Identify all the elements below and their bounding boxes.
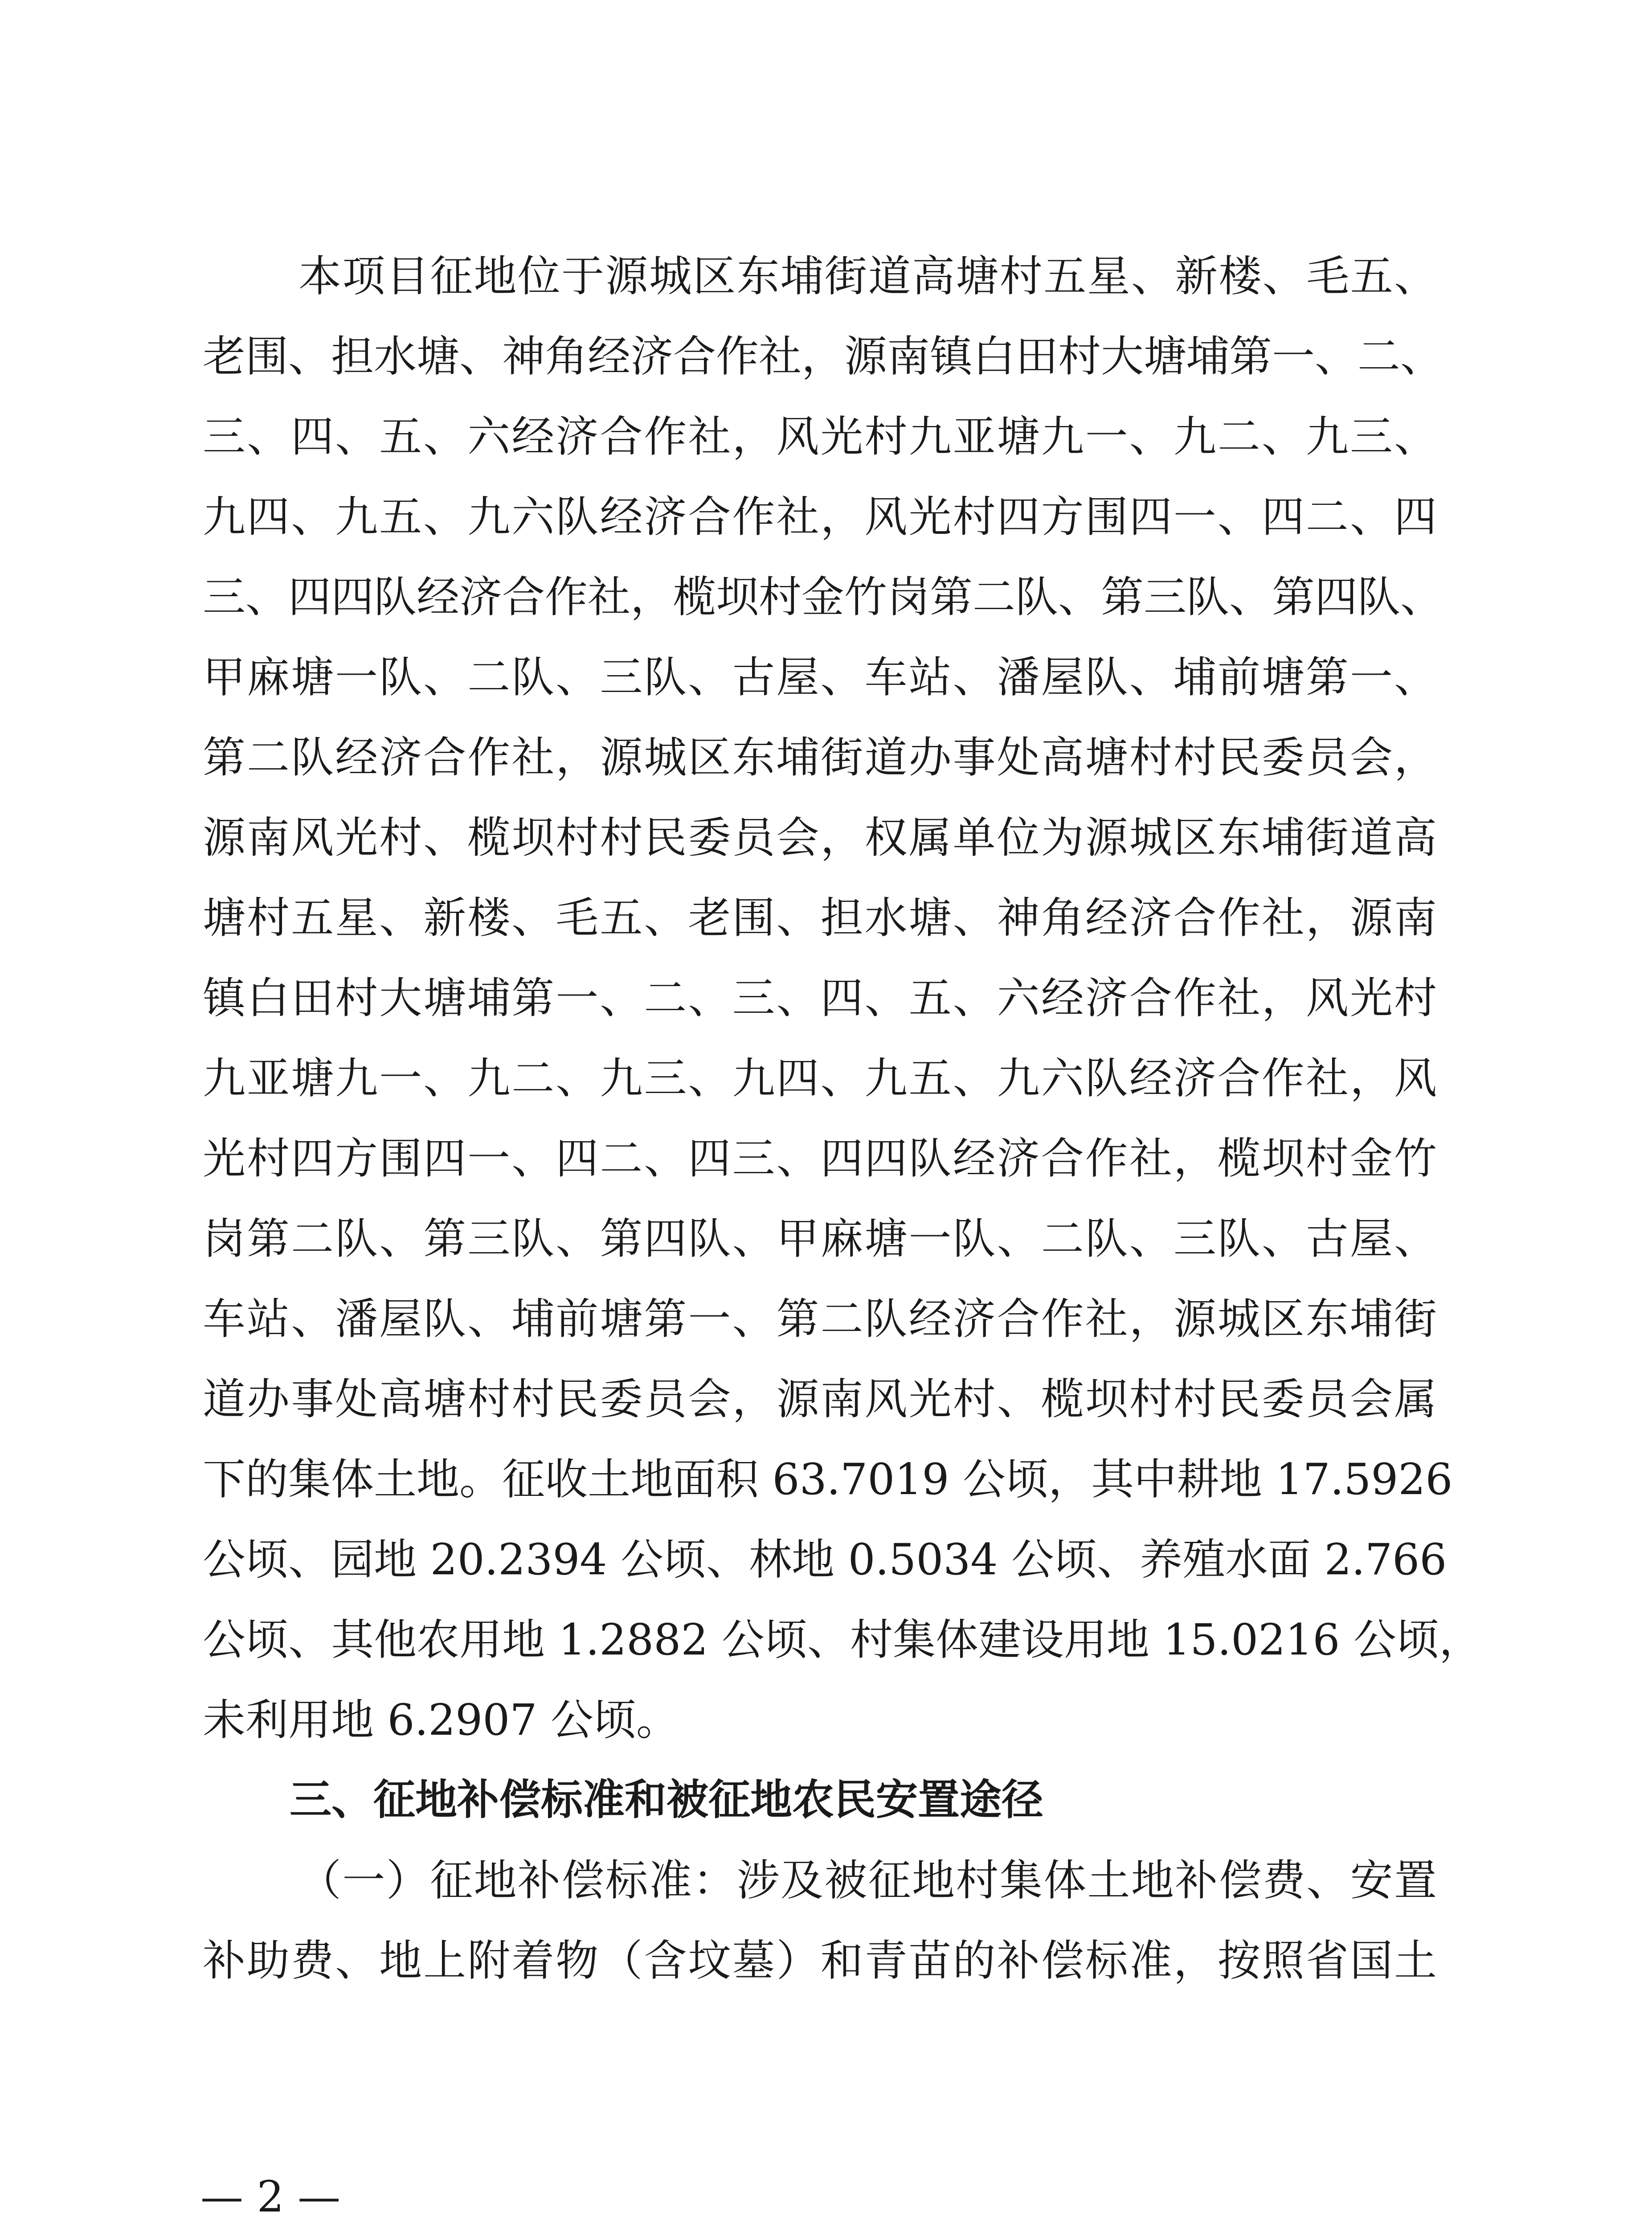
body-text [203, 236, 1482, 2001]
paragraph-line: 道办事处高塘村村民委员会，源南风光村、榄坝村村民委员会属 [203, 1374, 1437, 1424]
paragraph-line: 九四、九五、九六队经济合作社，风光村四方围四一、四二、四 [203, 492, 1437, 542]
paragraph-line: 公顷、园地 20.2394 公顷、林地 0.5034 公顷、养殖水面 2.766 [203, 1535, 1447, 1585]
paragraph-line: 下的集体土地。征收土地面积 63.7019 公顷，其中耕地 17.5926 [203, 1454, 1453, 1504]
paragraph-line: 甲麻塘一队、二队、三队、古屋、车站、潘屋队、埔前塘第一、 [203, 652, 1437, 702]
paragraph-line: 三、四、五、六经济合作社，风光村九亚塘九一、九二、九三、 [203, 412, 1437, 462]
paragraph-line: （一）征地补偿标准：涉及被征地村集体土地补偿费、安置 [299, 1855, 1437, 1905]
paragraph-line: 本项目征地位于源城区东埔街道高塘村五星、新楼、毛五、 [299, 251, 1437, 301]
paragraph-line: 公顷、其他农用地 1.2882 公顷、村集体建设用地 15.0216 公顷， [203, 1615, 1482, 1665]
paragraph-line: 九亚塘九一、九二、九三、九四、九五、九六队经济合作社，风 [203, 1053, 1437, 1103]
section-heading: 三、征地补偿标准和被征地农民安置途径 [290, 1776, 1044, 1824]
paragraph-line: 镇白田村大塘埔第一、二、三、四、五、六经济合作社，风光村 [203, 973, 1437, 1023]
paragraph-line: 车站、潘屋队、埔前塘第一、第二队经济合作社，源城区东埔街 [203, 1294, 1437, 1344]
page-number: — 2 — [200, 2172, 341, 2222]
paragraph-line: 未利用地 6.2907 公顷。 [203, 1695, 679, 1745]
paragraph-line: 岗第二队、第三队、第四队、甲麻塘一队、二队、三队、古屋、 [203, 1214, 1437, 1264]
paragraph-line: 三、四四队经济合作社，榄坝村金竹岗第二队、第三队、第四队、 [203, 572, 1443, 622]
paragraph-line: 源南风光村、榄坝村村民委员会，权属单位为源城区东埔街道高 [203, 813, 1437, 863]
paragraph-line: 光村四方围四一、四二、四三、四四队经济合作社，榄坝村金竹 [203, 1134, 1437, 1184]
paragraph-line: 第二队经济合作社，源城区东埔街道办事处高塘村村民委员会， [203, 733, 1437, 782]
paragraph-line: 老围、担水塘、神角经济合作社，源南镇白田村大塘埔第一、二、 [203, 332, 1443, 381]
paragraph-line: 补助费、地上附着物（含坟墓）和青苗的补偿标准，按照省国土 [203, 1936, 1437, 1986]
paragraph-line: 塘村五星、新楼、毛五、老围、担水塘、神角经济合作社，源南 [203, 893, 1437, 943]
